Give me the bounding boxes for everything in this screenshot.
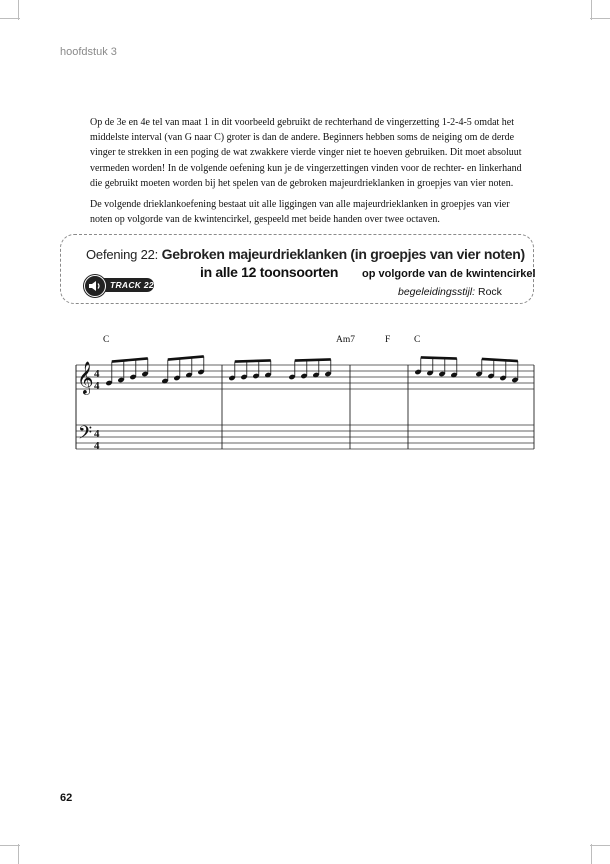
chord-symbol: F [385, 335, 391, 345]
exercise-title-line1: Gebroken majeurdrieklanken (in groepjes van vier noten) [161, 246, 525, 262]
body-paragraph-1: Op de 3e en 4e tel van maat 1 in dit voorbeeld gebruikt de rechterhand de vingerzetting 1-2-4-5 omdat het middelste interval (van G naar C) groter is dan de andere. Beginners hebben soms de neiging om de derde vinger te strekken in een poging de wat zwakkere vierde vinger niet te hoeven gebruiken. Dit moet absoluut vermeden worden! In de volgende oefening kun je de vingerzettingen vinden voor de rechter- en linkerhand die gebruikt moeten worden bij het spelen van de gebroken majeurdrieklanken in groepjes van vier noten. [90, 117, 522, 189]
chord-symbol: C [414, 335, 421, 345]
score-text [77, 335, 420, 452]
exercise-label: Oefening 22: [86, 247, 159, 262]
note-beam [168, 356, 204, 359]
bass-clef-icon: 𝄢 [78, 422, 93, 447]
exercise-subtitle: op volgorde van de kwintencirkel [362, 268, 536, 280]
time-signature: 4 [94, 368, 100, 380]
note-beam [112, 358, 148, 361]
track-label: TRACK 22 [110, 280, 154, 290]
time-signature: 4 [94, 440, 100, 452]
exercise-title-line2: in alle 12 toonsoorten [200, 264, 339, 280]
note-beam [421, 357, 457, 358]
time-signature: 4 [94, 428, 100, 440]
note-beam [235, 360, 271, 361]
note-beam [295, 359, 331, 360]
chord-symbol: C [103, 335, 110, 345]
time-signature: 4 [94, 380, 100, 392]
treble-clef-icon: 𝄞 [77, 363, 94, 394]
chord-symbol: Am7 [336, 335, 355, 345]
style-key: begeleidingsstijl: [398, 286, 476, 298]
style-value: Rock [477, 286, 502, 298]
chapter-label: hoofdstuk 3 [60, 46, 117, 58]
note-beam [482, 359, 518, 361]
body-paragraph-2: De volgende drieklankoefening bestaat uit alle liggingen van alle majeurdrieklanken in groepjes van vier noten op volgorde van de kwintencirkel, gespeeld met beide handen over twee octaven. [90, 199, 510, 226]
page-number: 62 [60, 792, 73, 804]
